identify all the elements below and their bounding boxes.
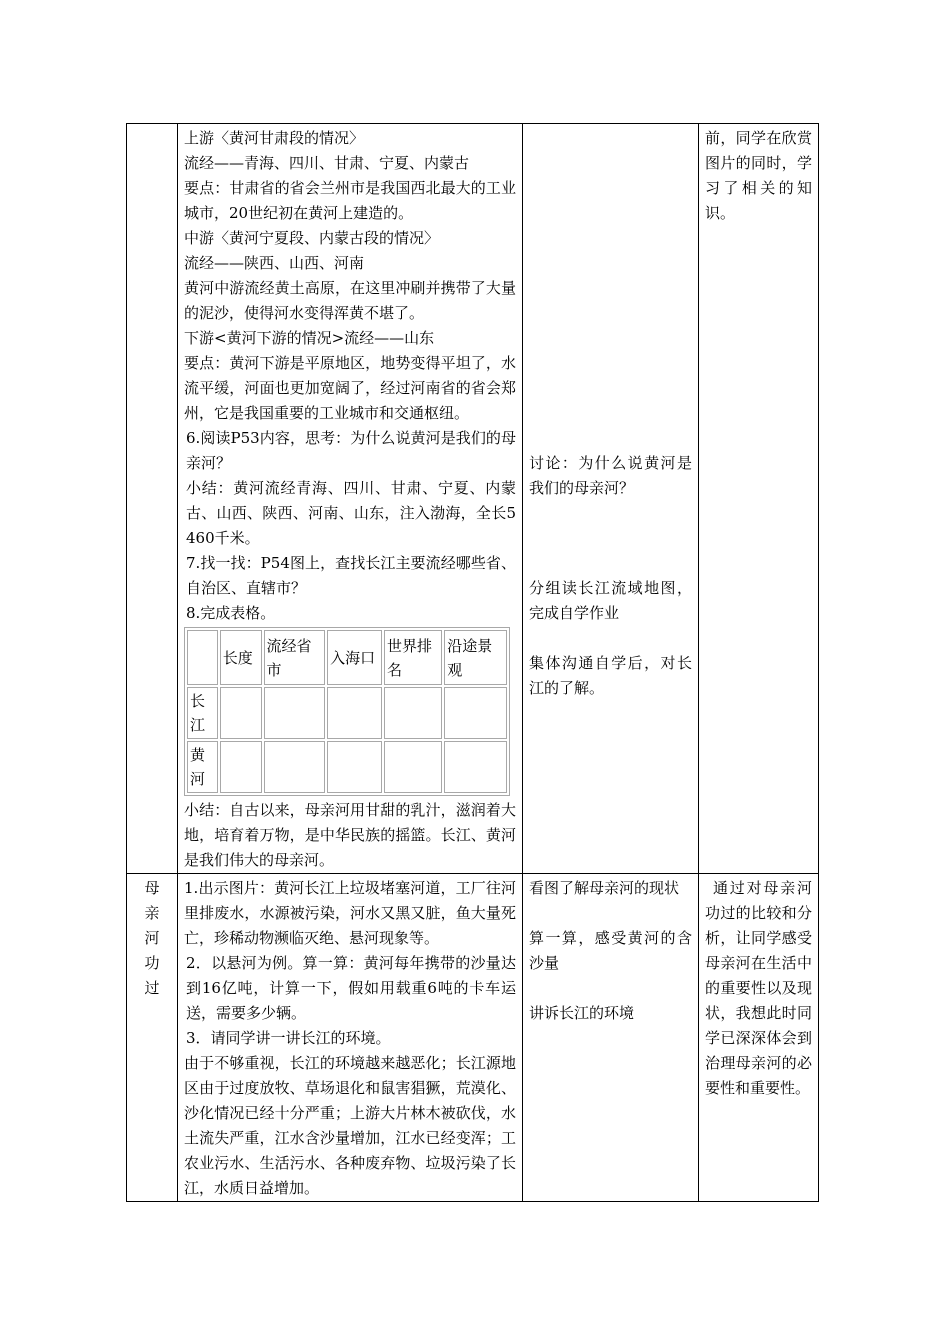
paragraph: 3．请同学讲一讲长江的环境。 — [186, 1029, 391, 1047]
intent-text: 通过对母亲河功过的比较和分析，让同学感受母亲河在生活中的重要性以及现状，我想此时同学已深深体会到治理母亲河的必要性和重要性。 — [705, 879, 812, 1097]
header-cell: 入海口 — [327, 630, 382, 685]
blank-cell — [327, 687, 382, 739]
lesson-plan-table — [126, 123, 819, 1202]
paragraph: 要点：黄河下游是平原地区，地势变得平坦了，水流平缓，河面也更加宽阔了，经过河南省的省会郑州，它是我国重要的工业城市和交通枢纽。 — [184, 354, 516, 422]
paragraph: 流经——陕西、山西、河南 — [184, 254, 365, 272]
table-row — [187, 741, 507, 793]
comparison-header-row — [187, 630, 507, 685]
paragraph: 7.找一找：P54图上，查找长江主要流经哪些省、自治区、直辖市？ — [186, 554, 516, 597]
paragraph: 8.完成表格。 — [186, 604, 276, 622]
paragraph: 上游〈黄河甘肃段的情况〉 — [184, 129, 365, 147]
header-cell — [187, 630, 218, 685]
paragraph: 流经——青海、四川、甘肃、宁夏、内蒙古 — [184, 154, 470, 172]
intent-text: 前，同学在欣赏图片的同时，学习了相关的知识。 — [705, 129, 812, 222]
paragraph: 小结：黄河流经青海、四川、甘肃、宁夏、内蒙古、山西、陕西、河南、山东，注入渤海，全长5460千米。 — [186, 479, 516, 547]
activity-text: 算一算，感受黄河的含沙量 — [529, 929, 692, 972]
section-title-char: 亲 — [144, 904, 160, 922]
activity-text: 分组读长江流域地图，完成自学作业 — [529, 579, 692, 622]
table-row-merits — [127, 874, 819, 1202]
blank-cell — [444, 741, 507, 793]
paragraph: 2．以悬河为例。算一算：黄河每年携带的沙量达到16亿吨，计算一下，假如用载重6吨的卡车运送，需要多少辆。 — [186, 954, 516, 1022]
paragraph: 黄河中游流经黄土高原，在这里冲刷并携带了大量的泥沙，使得河水变得浑黄不堪了。 — [184, 279, 516, 322]
activity-cell — [523, 874, 699, 1202]
intent-cell — [699, 124, 819, 874]
blank-cell — [384, 687, 442, 739]
intent-cell — [699, 874, 819, 1202]
section-title-char: 母 — [144, 879, 160, 897]
section-title-char: 功 — [144, 954, 160, 972]
paragraph: 下游<黄河下游的情况>流经——山东 — [184, 329, 435, 347]
header-cell: 世界排名 — [384, 630, 442, 685]
activity-text: 看图了解母亲河的现状 — [529, 879, 680, 897]
header-cell: 流经省市 — [264, 630, 326, 685]
section-title-cell — [127, 874, 178, 1202]
row-label-cell: 长江 — [187, 687, 218, 739]
summary-paragraph: 小结：自古以来，母亲河用甘甜的乳汁，滋润着大地，培育着万物，是中华民族的摇篮。长江、黄河是我们伟大的母亲河。 — [184, 801, 516, 869]
comparison-table — [184, 627, 510, 796]
header-cell: 沿途景观 — [444, 630, 507, 685]
row-label-cell: 黄河 — [187, 741, 218, 793]
paragraph: 要点：甘肃省的省会兰州市是我国西北最大的工业城市，20世纪初在黄河上建造的。 — [184, 179, 516, 222]
content-cell — [178, 874, 523, 1202]
blank-cell — [220, 741, 262, 793]
blank-cell — [444, 687, 507, 739]
paragraph: 6.阅读P53内容，思考：为什么说黄河是我们的母亲河？ — [186, 429, 516, 472]
blank-cell — [220, 687, 262, 739]
activity-cell — [523, 124, 699, 874]
activity-text: 讨论：为什么说黄河是我们的母亲河？ — [529, 454, 692, 497]
paragraph: 1.出示图片：黄河长江上垃圾堵塞河道，工厂往河里排废水，水源被污染，河水又黑又脏，鱼大量死亡，珍稀动物濒临灭绝、悬河现象等。 — [184, 879, 516, 947]
section-title-char: 河 — [144, 929, 160, 947]
table-row-upstream — [127, 124, 819, 874]
section-title-char: 过 — [144, 979, 160, 997]
paragraph: 由于不够重视，长江的环境越来越恶化；长江源地区由于过度放牧、草场退化和鼠害猖獗，荒漠化、沙化情况已经十分严重；上游大片林木被砍伐，水土流失严重，江水含沙量增加，江水已经变浑；工农业污水、生活污水、各种废弃物、垃圾污染了长江，水质日益增加。 — [184, 1054, 516, 1197]
activity-text: 讲诉长江的环境 — [529, 1004, 635, 1022]
blank-cell — [264, 741, 326, 793]
blank-cell — [384, 741, 442, 793]
activity-text: 集体沟通自学后，对长江的了解。 — [529, 654, 692, 697]
content-cell — [178, 124, 523, 874]
section-cell-empty — [127, 124, 178, 874]
table-row — [187, 687, 507, 739]
blank-cell — [264, 687, 326, 739]
header-cell: 长度 — [220, 630, 262, 685]
paragraph: 中游〈黄河宁夏段、内蒙古段的情况〉 — [184, 229, 440, 247]
blank-cell — [327, 741, 382, 793]
